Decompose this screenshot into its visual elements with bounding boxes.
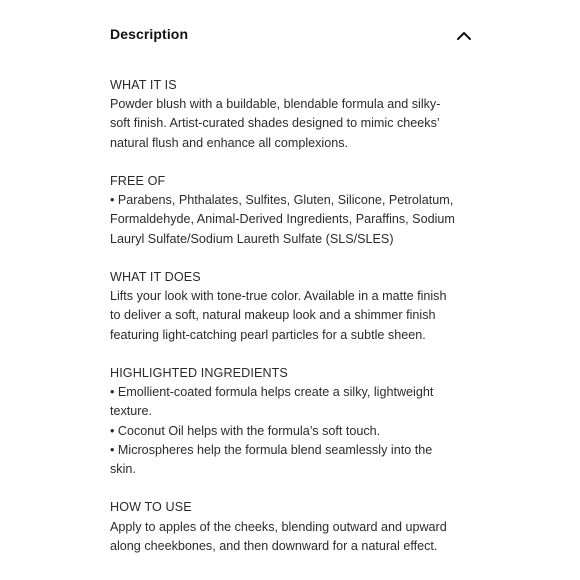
section-heading: WHAT IT DOES: [110, 270, 201, 284]
description-title: Description: [110, 26, 189, 42]
section-what-it-does: [110, 268, 482, 345]
section-text-line: featuring light-catching pearl particles for a subtle sheen.: [110, 327, 426, 342]
section-heading: HIGHLIGHTED INGREDIENTS: [110, 366, 288, 380]
section-highlighted-ingredients: [110, 364, 482, 479]
description-content: [110, 76, 482, 575]
section-free-of: [110, 172, 482, 249]
section-text-line: • Parabens, Phthalates, Sulfites, Gluten, Silicone, Petrolatum,: [110, 193, 454, 208]
section-text-line: skin.: [110, 462, 136, 477]
section-text-line: Lauryl Sulfate/Sodium Laureth Sulfate (SLS/SLES): [110, 231, 394, 246]
section-text-line: • Coconut Oil helps with the formula’s soft touch.: [110, 423, 381, 438]
section-text-line: • Microspheres help the formula blend seamlessly into the: [110, 442, 433, 457]
section-text-line: texture.: [110, 404, 152, 419]
description-panel: [110, 0, 480, 553]
section-text-line: Apply to apples of the cheeks, blending outward and upward: [110, 519, 447, 534]
section-text-line: • Emollient-coated formula helps create a silky, lightweight: [110, 385, 434, 400]
section-heading: HOW TO USE: [110, 500, 192, 515]
section-text-line: along cheekbones, and then downward for a natural effect.: [110, 538, 438, 553]
section-what-it-is: [110, 76, 482, 153]
section-text-line: Formaldehyde, Animal-Derived Ingredients, Paraffins, Sodium: [110, 212, 455, 227]
section-text-line: to deliver a soft, natural makeup look and a shimmer finish: [110, 308, 436, 323]
section-text-line: natural flush and enhance all complexions.: [110, 135, 349, 150]
section-text-line: soft finish. Artist-curated shades designed to mimic cheeks’: [110, 116, 440, 131]
section-heading: WHAT IT IS: [110, 78, 177, 92]
chevron-up-icon[interactable]: [454, 26, 474, 46]
section-how-to-use: [110, 498, 482, 556]
section-text-line: Lifts your look with tone-true color. Available in a matte finish: [110, 289, 447, 304]
description-header[interactable]: [110, 0, 480, 70]
section-heading: FREE OF: [110, 174, 166, 188]
section-text-line: Powder blush with a buildable, blendable formula and silky-: [110, 97, 441, 112]
